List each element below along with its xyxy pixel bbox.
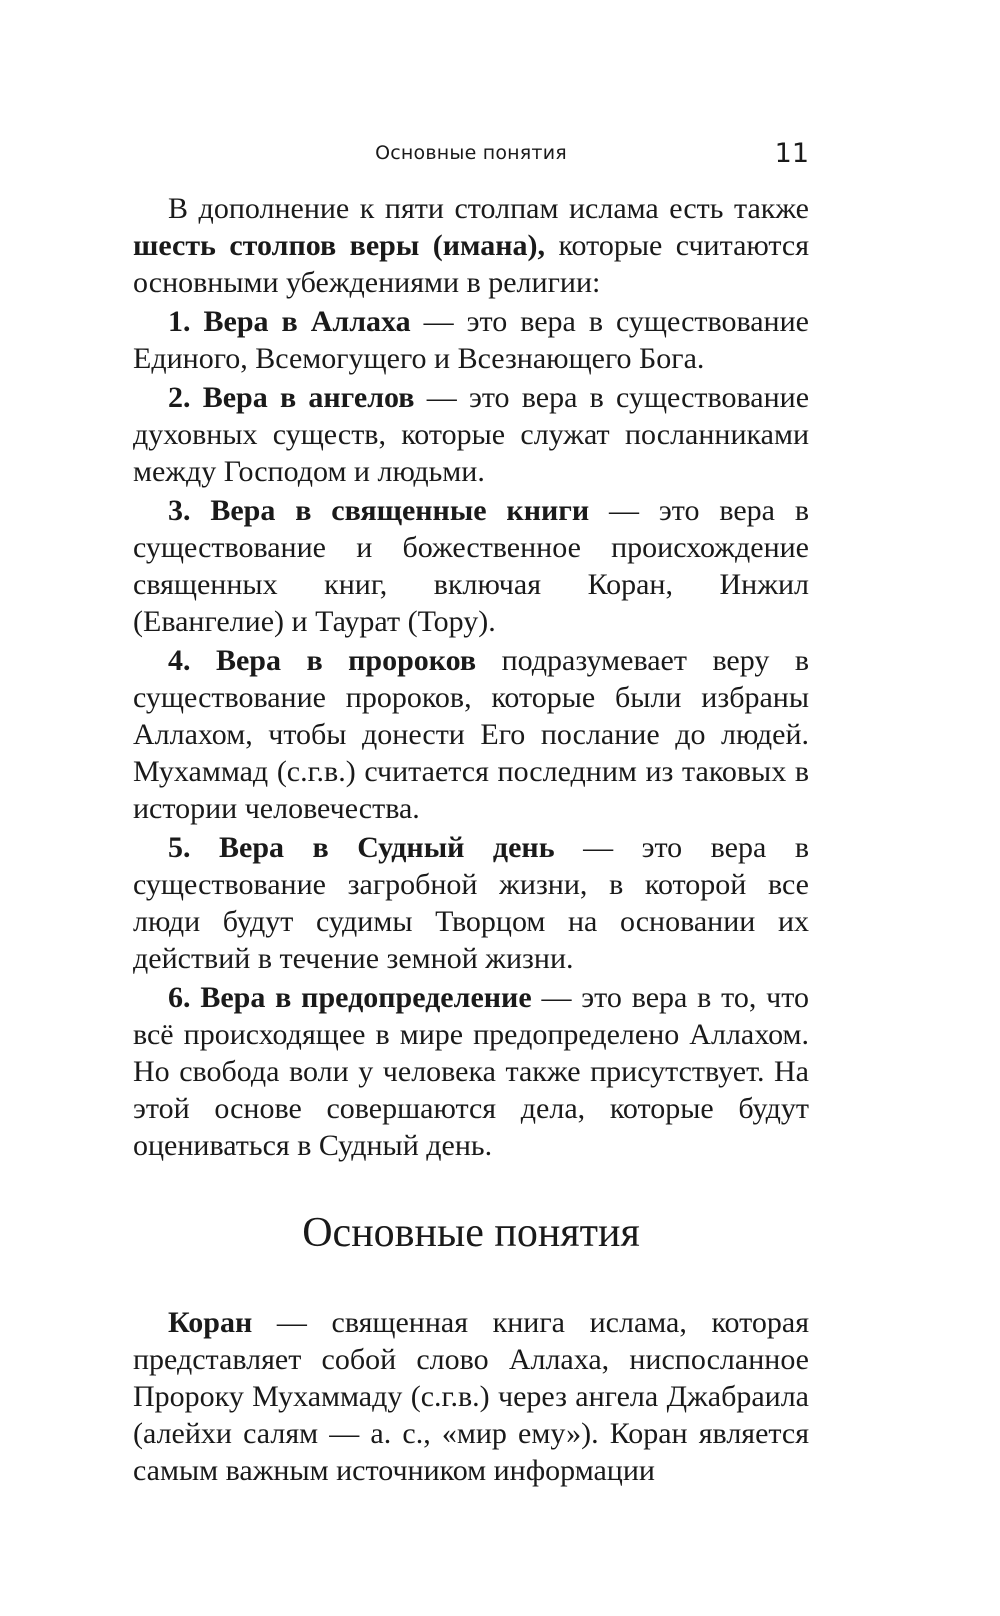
body-text (133, 190, 809, 1489)
definition-paragraph (133, 1304, 809, 1489)
pillar-text: подразумевает веру в существование пророков, которые были избраны Аллахом, чтобы донести Его послание до людей. Мухаммад (с.г.в.) считается последним из таковых в истории человечества. (133, 644, 809, 825)
page-number: 11 (774, 138, 809, 169)
pillar-text: — это вера в существование духовных существ, которые служат посланниками между Господом и людьми. (133, 381, 810, 488)
pillar-item (133, 379, 809, 490)
pillar-title: 5. Вера в Судный день (168, 831, 555, 864)
pillar-title: 1. Вера в Аллаха (168, 305, 411, 338)
definition-term: Коран (168, 1306, 253, 1339)
pillar-item (133, 979, 809, 1164)
pillar-text: — это вера в существование загробной жизни, в которой все люди будут судимы Творцом на основании их действий в течение земной жизни. (133, 831, 809, 975)
pillar-item (133, 303, 809, 377)
running-title: Основные понятия (375, 142, 567, 164)
pillar-text: — это вера в то, что всё происходящее в мире предопределено Аллахом. Но свобода воли у человека также присутствует. На этой основе совершаются дела, которые будут оцениваться в Судный день. (133, 981, 809, 1162)
pillar-title: 6. Вера в предопределение (168, 981, 532, 1014)
section-heading: Основные понятия (302, 1210, 640, 1256)
intro-text-before: В дополнение к пяти столпам ислама есть также (168, 192, 809, 225)
pillar-item (133, 642, 809, 827)
pillar-item (133, 829, 809, 977)
pillar-title: 2. Вера в ангелов (168, 381, 415, 414)
intro-bold-term: шесть столпов веры (имана), (133, 229, 545, 262)
pillar-text: — это вера в существование и божественное происхождение священных книг, включая Коран, Инжил (Евангелие) и Таурат (Тору). (133, 494, 809, 638)
intro-text-after: которые считаются основными убеждениями в религии: (133, 229, 809, 299)
pillar-item (133, 492, 809, 640)
pillar-title: 4. Вера в пророков (168, 644, 477, 677)
intro-paragraph (133, 190, 809, 301)
running-head (133, 138, 809, 178)
pillar-text: — это вера в существование Единого, Всемогущего и Всезнающего Бога. (133, 305, 809, 375)
definition-text: — священная книга ислама, которая представляет собой слово Аллаха, ниспосланное Пророку Мухаммаду (с.г.в.) через ангела Джабраила (алейхи салям — а. с., «мир ему»). Коран является самым важным источником информации (133, 1306, 809, 1487)
pillar-title: 3. Вера в священные книги (168, 494, 590, 527)
